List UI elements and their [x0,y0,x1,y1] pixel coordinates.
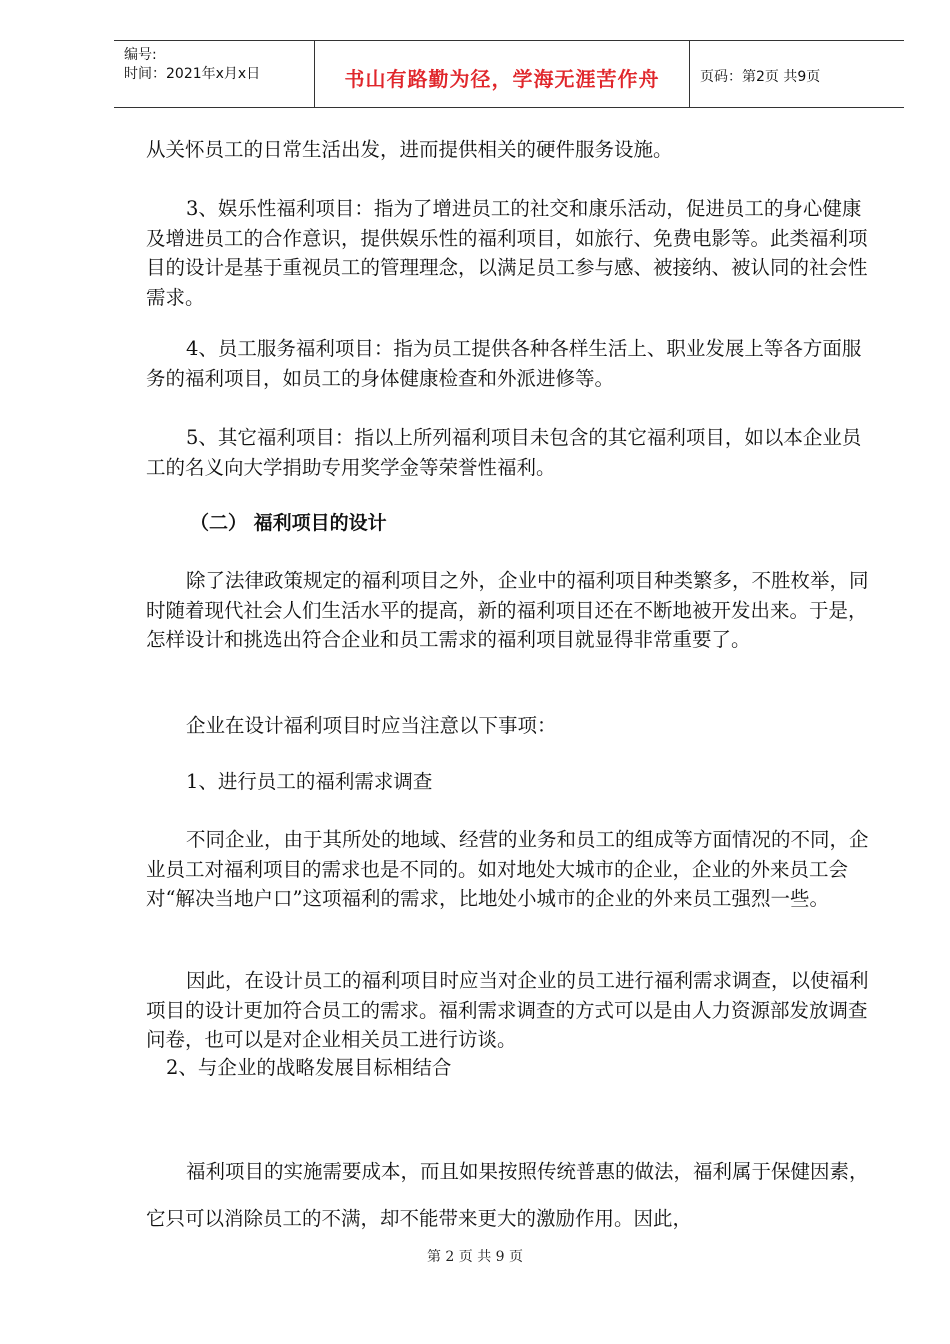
page-header [114,40,904,108]
paragraph: 5、其它福利项目：指以上所列福利项目未包含的其它福利项目，如以本企业员工的名义向大学捐助专用奖学金等荣誉性福利。 [146,426,862,479]
paragraph-block [146,423,878,482]
header-meta-cell [114,41,314,107]
page-info: 页码：第2页 共9页 [700,69,821,85]
subheading-block [166,1053,898,1083]
header-motto-cell [314,41,690,107]
paragraph: 不同企业，由于其所处的地域、经营的业务和员工的组成等方面情况的不同，企业员工对福利项目的需求也是不同的。如对地处大城市的企业，企业的外来员工会对“解决当地户口”这项福利的需求，比地处小城市的企业的外来员工强烈一些。 [146,828,869,910]
page-footer: 第 2 页 共 9 页 [426,1249,524,1265]
number-label: 编号: [124,47,157,63]
paragraph: 从关怀员工的日常生活出发，进而提供相关的硬件服务设施。 [146,138,673,161]
paragraph-block [146,334,878,393]
paragraph-block [146,1148,878,1242]
paragraph: 4、员工服务福利项目：指为员工提供各种各样生活上、职业发展上等各方面服务的福利项目，如员工的身体健康检查和外派进修等。 [146,337,862,390]
paragraph-block [146,194,878,312]
paragraph-block [146,566,878,655]
paragraph: 2、与企业的战略发展目标相结合 [166,1056,452,1079]
paragraph: 除了法律政策规定的福利项目之外，企业中的福利项目种类繁多，不胜枚举，同时随着现代社会人们生活水平的提高，新的福利项目还在不断地被开发出来。于是，怎样设计和挑选出符合企业和员工需求的福利项目就显得非常重要了。 [146,569,869,651]
paragraph-continuation [146,135,878,165]
paragraph: 1、进行员工的福利需求调查 [186,770,433,793]
header-page-cell [690,41,904,107]
paragraph: 3、娱乐性福利项目：指为了增进员工的社交和康乐活动，促进员工的身心健康及增进员工的合作意识，提供娱乐性的福利项目，如旅行、免费电影等。此类福利项目的设计是基于重视员工的管理理念，以满足员工参与感、被接纳、被认同的社会性需求。 [146,197,868,309]
paragraph: 福利项目的实施需要成本，而且如果按照传统普惠的做法，福利属于保健因素，它只可以消除员工的不满，却不能带来更大的激励作用。因此， [146,1160,869,1230]
paragraph-block [146,966,878,1055]
paragraph: 因此，在设计员工的福利项目时应当对企业的员工进行福利需求调查，以使福利项目的设计更加符合员工的需求。福利需求调查的方式可以是由人力资源部发放调查问卷，也可以是对企业相关员工进行访谈。 [146,969,869,1051]
paragraph: 企业在设计福利项目时应当注意以下事项： [186,714,557,737]
section-heading [190,509,922,539]
time-label: 时间：2021年x月x日 [124,66,261,82]
motto: 书山有路勤为径，学海无涯苦作舟 [344,67,660,91]
paragraph-block [146,767,878,797]
paragraph-block [146,825,878,914]
section-heading-text: （二） 福利项目的设计 [190,512,387,534]
paragraph-block [146,711,878,741]
